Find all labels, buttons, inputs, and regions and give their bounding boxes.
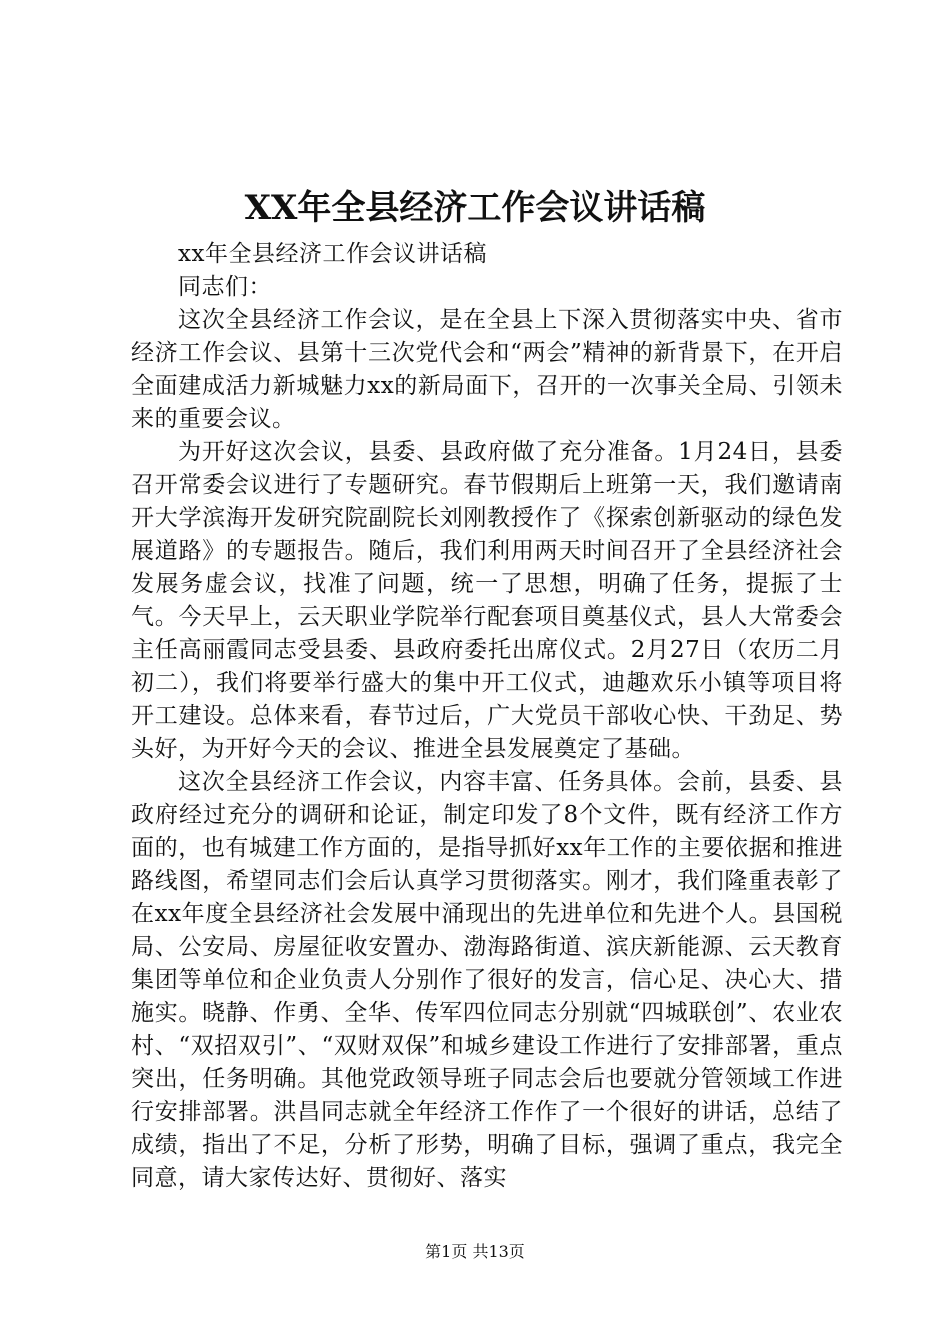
subtitle-line: xx年全县经济工作会议讲话稿 (178, 241, 487, 267)
document-body (131, 238, 843, 1195)
salutation-line: 同志们： (178, 274, 272, 300)
document-title: XX年全县经济工作会议讲话稿 (244, 188, 706, 228)
paragraph: 这次全县经济工作会议，内容丰富、任务具体。会前，县委、县政府经过充分的调研和论证，制定印发了8个文件，既有经济工作方面的，也有城建工作方面的，是指导抓好xx年工作的主要依据和推进路线图，希望同志们会后认真学习贯彻落实。刚才，我们隆重表彰了在xx年度全县经济社会发展中涌现出的先进单位和先进个人。县国税局、公安局、房屋征收安置办、渤海路街道、滨庆新能源、云天教育集团等单位和企业负责人分别作了很好的发言，信心足、决心大、措施实。晓静、作勇、全华、传军四位同志分别就“四城联创”、农业农村、“双招双引”、“双财双保”和城乡建设工作进行了安排部署，重点突出，任务明确。其他党政领导班子同志会后也要就分管领域工作进行安排部署。洪昌同志就全年经济工作作了一个很好的讲话，总结了成绩，指出了不足，分析了形势，明确了目标，强调了重点，我完全同意，请大家传达好、贯彻好、落实 (131, 769, 843, 1191)
paragraph: 这次全县经济工作会议，是在全县上下深入贯彻落实中央、省市经济工作会议、县第十三次党代会和“两会”精神的新背景下，在开启全面建成活力新城魅力xx的新局面下，召开的一次事关全局、引领未来的重要会议。 (131, 307, 843, 432)
page-number-footer: 第1页 共13页 (425, 1242, 525, 1261)
paragraph: 为开好这次会议，县委、县政府做了充分准备。1月24日，县委召开常委会议进行了专题研究。春节假期后上班第一天，我们邀请南开大学滨海开发研究院副院长刘刚教授作了《探索创新驱动的绿色发展道路》的专题报告。随后，我们利用两天时间召开了全县经济社会发展务虚会议，找准了问题，统一了思想，明确了任务，提振了士气。今天早上，云天职业学院举行配套项目奠基仪式，县人大常委会主任高丽霞同志受县委、县政府委托出席仪式。2月27日（农历二月初二），我们将要举行盛大的集中开工仪式，迪趣欢乐小镇等项目将开工建设。总体来看，春节过后，广大党员干部收心快、干劲足、势头好，为开好今天的会议、推进全县发展奠定了基础。 (131, 439, 843, 762)
